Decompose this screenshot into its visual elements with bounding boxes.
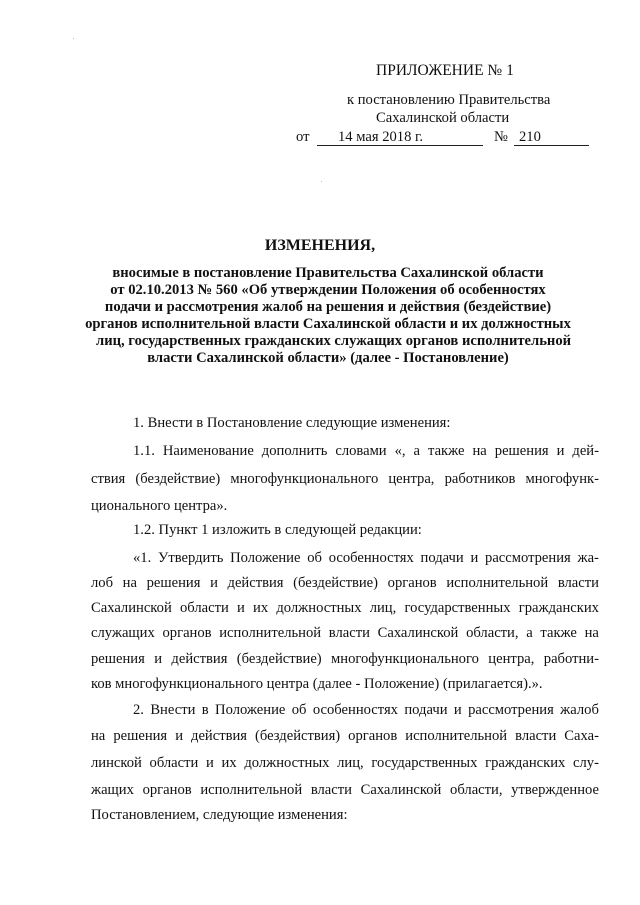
document-number: 210 xyxy=(519,129,541,145)
subtitle-line: органов исполнительной власти Сахалинской области и их должностных xyxy=(85,316,571,332)
paragraph-2-line: 2. Внести в Положение об особенностях подачи и рассмотрения жалоб xyxy=(133,702,599,718)
subtitle-line: вносимые в постановление Правительства Сахалинской области xyxy=(112,265,544,281)
paragraph-2-line: линской области и их должностных лиц, государственных гражданских слу- xyxy=(91,755,599,771)
number-label: № xyxy=(494,129,508,145)
paragraph-2-line: на решения и действия (бездействия) органов исполнительной власти Саха- xyxy=(91,728,599,744)
quote-line: Сахалинской области и их должностных лиц, государственных гражданских xyxy=(91,600,599,616)
quote-line: решения и действия (бездействие) многофункционального центра, работни- xyxy=(91,651,599,667)
date-label: от xyxy=(296,129,310,145)
subtitle-line: власти Сахалинской области» (далее - Постановление) xyxy=(147,350,509,366)
paragraph-1: 1. Внести в Постановление следующие изменения: xyxy=(133,415,451,431)
quote-line: «1. Утвердить Положение об особенностях подачи и рассмотрения жа- xyxy=(133,550,599,566)
paragraph-1-1-line: ционального центра». xyxy=(91,498,228,514)
paragraph-1-1-line: 1.1. Наименование дополнить словами «, а также на решения и дей- xyxy=(133,443,599,459)
region-name: Сахалинской области xyxy=(376,110,510,126)
document-date: 14 мая 2018 г. xyxy=(338,129,424,145)
subtitle-line: от 02.10.2013 № 560 «Об утверждении Положения об особенностях xyxy=(110,282,546,298)
quote-line: служащих органов исполнительной власти Сахалинской области, а также на xyxy=(91,625,599,641)
subtitle-line: подачи и рассмотрения жалоб на решения и действия (бездействие) xyxy=(104,299,552,315)
appendix-heading: ПРИЛОЖЕНИЕ № 1 xyxy=(376,62,514,79)
scan-speck xyxy=(321,181,322,182)
paragraph-1-2: 1.2. Пункт 1 изложить в следующей редакции: xyxy=(133,522,422,538)
quote-line: ков многофункционального центра (далее - Положение) (прилагается).». xyxy=(91,676,543,692)
paragraph-2-line: Постановлением, следующие изменения: xyxy=(91,807,348,823)
scan-speck xyxy=(73,38,74,39)
quote-line: лоб на решения и действия (бездействие) органов исполнительной власти xyxy=(91,575,599,591)
document-title: ИЗМЕНЕНИЯ, xyxy=(264,237,376,254)
paragraph-2-line: жащих органов исполнительной власти Сахалинской области, утвержденное xyxy=(91,782,599,798)
resolution-reference: к постановлению Правительства xyxy=(347,92,551,108)
paragraph-1-1-line: ствия (бездействие) многофункционального центра, работников многофунк- xyxy=(91,471,599,487)
subtitle-line: лиц, государственных гражданских служащих органов исполнительной xyxy=(96,333,572,349)
